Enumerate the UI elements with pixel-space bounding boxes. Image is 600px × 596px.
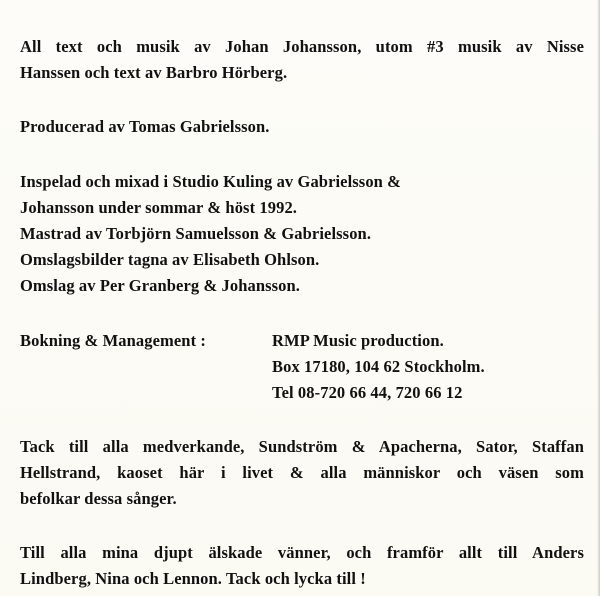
booking-company: RMP Music production. bbox=[272, 331, 444, 350]
dedication-line-2: Lindberg, Nina och Lennon. Tack och lycka till ! bbox=[20, 569, 366, 588]
dedication-line-1: Till alla mina djupt älskade vänner, och framför allt till Anders bbox=[20, 543, 584, 562]
thanks-line-3: befolkar dessa sånger. bbox=[20, 489, 177, 508]
booking-phone: Tel 08-720 66 44, 720 66 12 bbox=[272, 383, 463, 402]
recording-line-1: Inspelad och mixad i Studio Kuling av Gabrielsson & bbox=[20, 172, 402, 191]
recording-line-2: Johansson under sommar & höst 1992. bbox=[20, 198, 298, 217]
recording-line-5: Omslag av Per Granberg & Johansson. bbox=[20, 276, 301, 295]
credits-line-2: Hanssen och text av Barbro Hörberg. bbox=[20, 63, 288, 82]
thanks-line-2: Hellstrand, kaoset här i livet & alla människor och väsen som bbox=[20, 463, 584, 482]
booking-label: Bokning & Management : bbox=[20, 331, 206, 350]
booking-address: Box 17180, 104 62 Stockholm. bbox=[272, 357, 485, 376]
producer-line: Producerad av Tomas Gabrielsson. bbox=[20, 117, 270, 136]
thanks-line-1: Tack till alla medverkande, Sundström & Apacherna, Sator, Staffan bbox=[20, 437, 584, 456]
credits-line-1: All text och musik av Johan Johansson, utom #3 musik av Nisse bbox=[20, 37, 584, 56]
recording-line-4: Omslagsbilder tagna av Elisabeth Ohlson. bbox=[20, 250, 320, 269]
recording-line-3: Mastrad av Torbjörn Samuelsson & Gabrielsson. bbox=[20, 224, 372, 243]
